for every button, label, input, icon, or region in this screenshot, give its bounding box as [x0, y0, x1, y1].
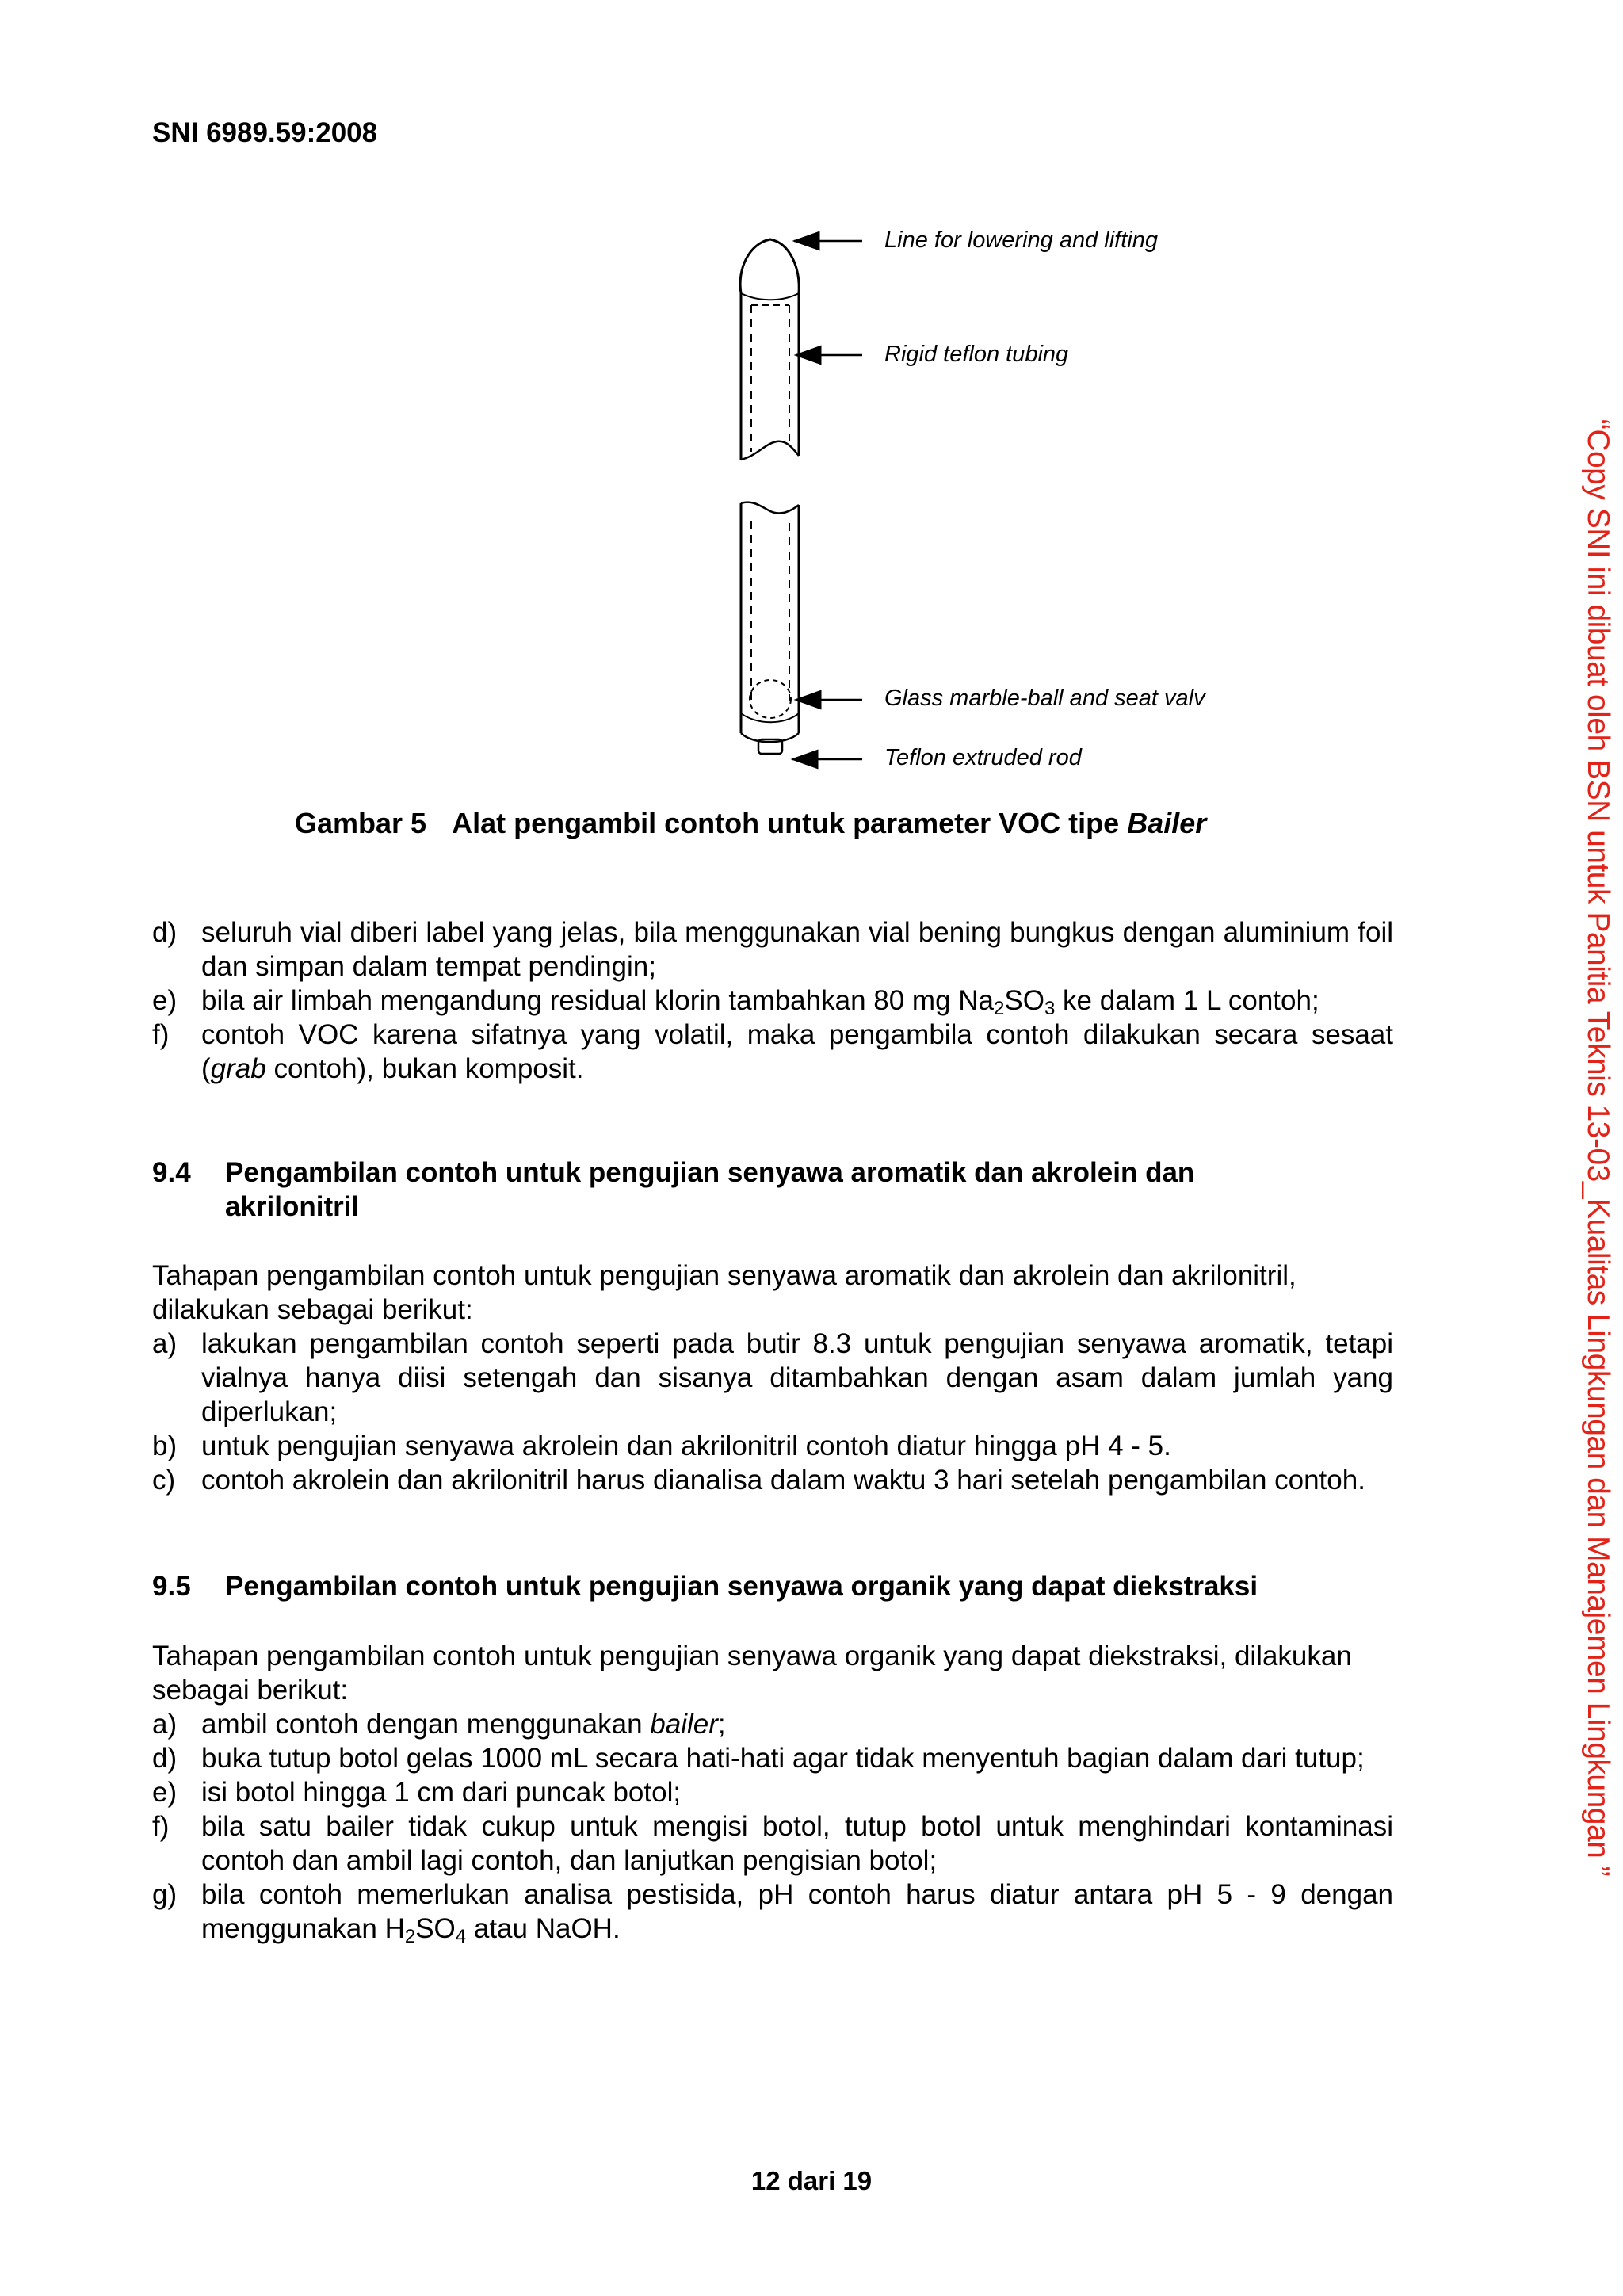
list-item [152, 1878, 1393, 1946]
list-item [152, 984, 1393, 1018]
list-item [152, 1463, 1393, 1497]
section-intro: Tahapan pengambilan contoh untuk pengujian senyawa organik yang dapat diekstraksi, dilakukan sebagai berikut: [152, 1641, 1352, 1706]
list-item [152, 1741, 1393, 1775]
label-glass-marble-ball: Glass marble-ball and seat valv [884, 686, 1205, 711]
list-text: ; [717, 1709, 726, 1740]
list-marker: a) [152, 1328, 178, 1359]
list-marker: e) [152, 985, 178, 1016]
section-number: 9.5 [152, 1571, 191, 1602]
list-item [152, 1018, 1393, 1086]
list-item [152, 1775, 1393, 1809]
list-marker: c) [152, 1465, 176, 1496]
list-marker: f) [152, 1811, 170, 1842]
list-text: bila satu bailer tidak cukup untuk mengisi botol, tutup botol untuk menghindari kontaminasi contoh dan ambil lagi contoh, dan lanjutkan pengisian botol; [201, 1811, 1393, 1876]
voc-list [152, 915, 1393, 1086]
list-marker: e) [152, 1777, 178, 1808]
list-text: contoh), bukan komposit. [265, 1053, 584, 1084]
label-line-for-lowering: Line for lowering and lifting [884, 227, 1158, 253]
list-item [152, 915, 1393, 984]
list-text-italic: bailer [650, 1709, 718, 1740]
label-rigid-teflon-tubing: Rigid teflon tubing [884, 342, 1069, 367]
list-text: lakukan pengambilan contoh seperti pada butir 8.3 untuk pengujian senyawa aromatik, tetapi vialnya hanya diisi setengah dan sisanya ditambahkan dengan asam dalam jumlah yang diperlukan; [201, 1328, 1393, 1427]
section-9-5-body [152, 1639, 1393, 1946]
list-marker: g) [152, 1879, 178, 1910]
list-text: contoh akrolein dan akrilonitril harus dianalisa dalam waktu 3 hari setelah pengambilan contoh. [201, 1465, 1365, 1496]
ball-valve [750, 680, 791, 718]
bailer-figure [713, 226, 1347, 781]
section-title: Pengambilan contoh untuk pengujian senyawa organik yang dapat diekstraksi [225, 1571, 1258, 1602]
section-heading-9-5 [152, 1569, 1393, 1603]
caption-number: Gambar 5 [295, 807, 427, 839]
section-heading-9-4 [152, 1156, 1393, 1224]
list-marker: d) [152, 917, 178, 948]
label-teflon-extruded-rod: Teflon extruded rod [884, 745, 1082, 770]
list-marker: b) [152, 1431, 178, 1461]
list-text: SO [415, 1913, 456, 1944]
section-9-4-body [152, 1259, 1393, 1497]
subscript: 3 [1044, 998, 1056, 1019]
subscript: 2 [404, 1926, 416, 1947]
section-intro: Tahapan pengambilan contoh untuk pengujian senyawa aromatik dan akrolein dan akrilonitril, dilakukan sebagai berikut: [152, 1260, 1296, 1325]
list-item [152, 1809, 1393, 1878]
list-text: ambil contoh dengan menggunakan [201, 1709, 651, 1740]
list-text: bila air limbah mengandung residual klorin tambahkan 80 mg Na [201, 985, 995, 1016]
list-text: atau NaOH. [466, 1913, 621, 1944]
copy-watermark: “Copy SNI ini dibuat oleh BSN untuk Panitia Teknis 13-03_Kualitas Lingkungan dan Manajemen Lingkungan ” [1581, 418, 1615, 1877]
list-marker: a) [152, 1709, 178, 1740]
section-title: Pengambilan contoh untuk pengujian senyawa aromatik dan akrolein dan akrilonitril [225, 1157, 1195, 1222]
list-text: untuk pengujian senyawa akrolein dan akrilonitril contoh diatur hingga pH 4 - 5. [201, 1431, 1171, 1461]
subscript: 4 [455, 1926, 467, 1947]
list-marker: d) [152, 1743, 178, 1774]
list-text: ke dalam 1 L contoh; [1055, 985, 1319, 1016]
list-text: contoh VOC karena sifatnya yang volatil, maka pengambila contoh dilakukan secara sesaat ( [201, 1019, 1393, 1084]
section-number: 9.4 [152, 1157, 191, 1188]
list-item [152, 1429, 1393, 1463]
list-text: seluruh vial diberi label yang jelas, bila menggunakan vial bening bungkus dengan aluminium foil dan simpan dalam tempat pendingin; [201, 917, 1393, 982]
caption-italic: Bailer [1127, 807, 1207, 839]
list-text-italic: grab [210, 1053, 266, 1084]
subscript: 2 [994, 998, 1005, 1019]
list-marker: f) [152, 1019, 170, 1050]
list-text: bila contoh memerlukan analisa pestisida, pH contoh harus diatur antara pH 5 - 9 dengan menggunakan H [201, 1879, 1393, 1944]
list-item [152, 1327, 1393, 1429]
standard-code: SNI 6989.59:2008 [152, 117, 378, 148]
page-number: 12 dari 19 [750, 2166, 873, 2195]
list-text: buka tutup botol gelas 1000 mL secara hati-hati agar tidak menyentuh bagian dalam dari tutup; [201, 1743, 1365, 1774]
caption-text: Alat pengambil contoh untuk parameter VOC tipe [452, 807, 1128, 839]
list-text: isi botol hingga 1 cm dari puncak botol; [201, 1777, 682, 1808]
bailer-top-cap [740, 239, 799, 293]
list-text: SO [1004, 985, 1044, 1016]
list-item [152, 1707, 1393, 1741]
figure-caption [295, 807, 1206, 840]
